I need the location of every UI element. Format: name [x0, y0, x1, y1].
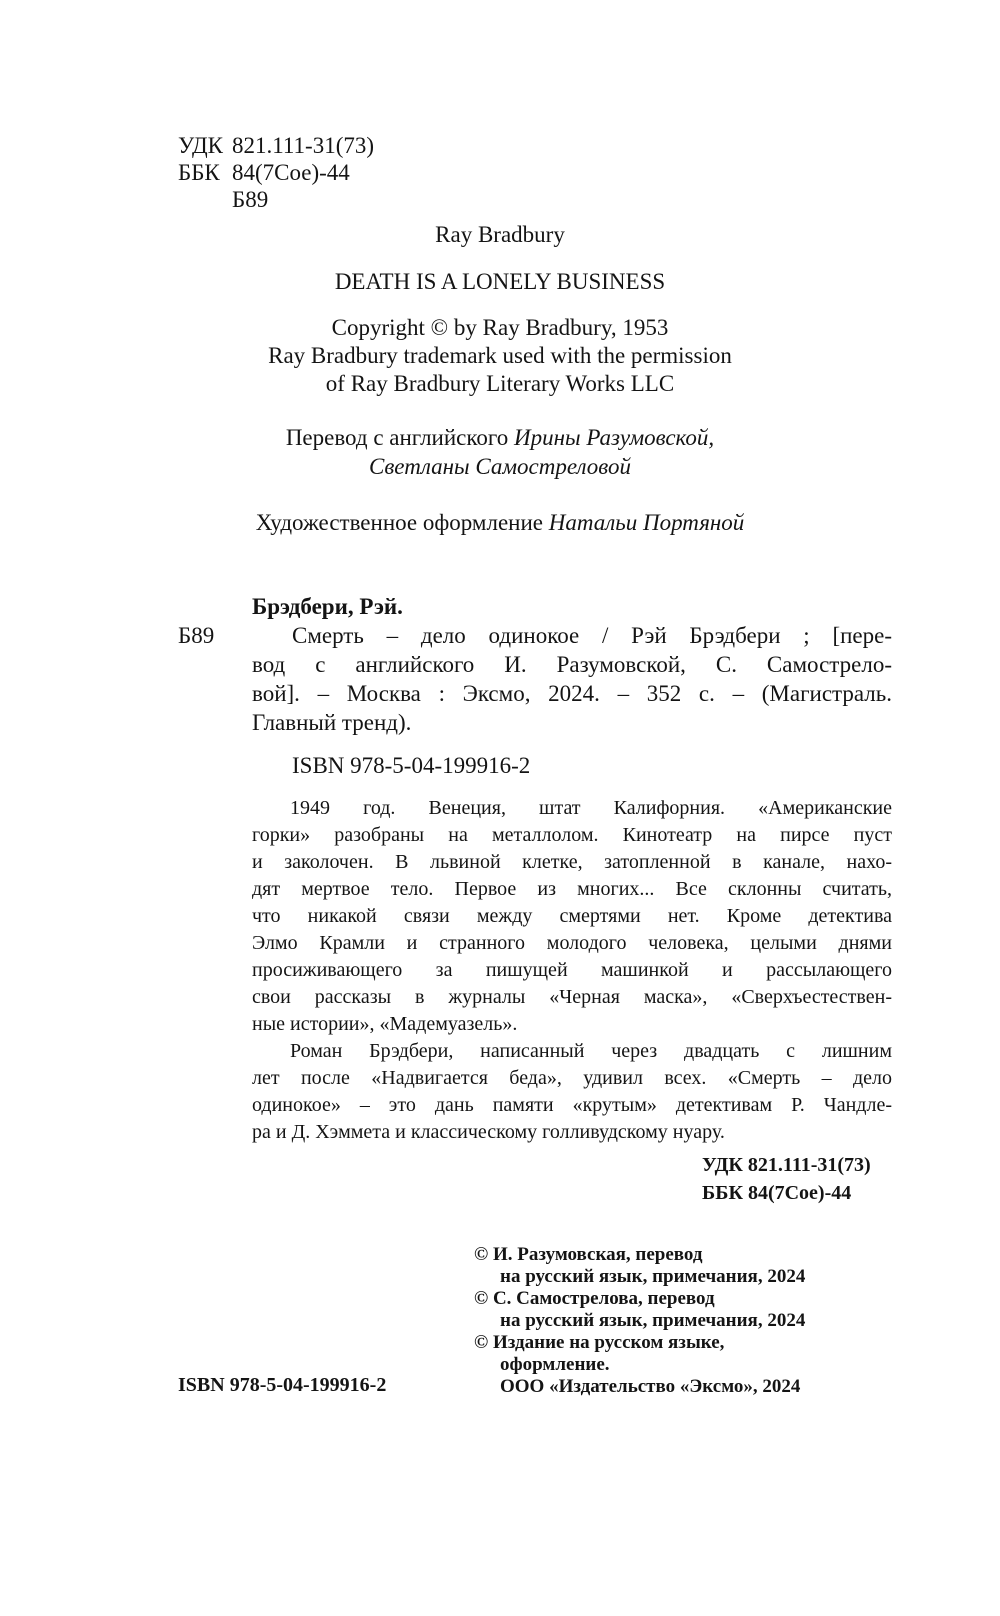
original-copyright-1: Copyright © by Ray Bradbury, 1953	[331, 315, 669, 340]
bbk-label: ББК	[178, 160, 220, 185]
catalog-line-2: вод с английского И. Разумовской, С. Самострело-	[252, 652, 892, 677]
original-copyright-2: Ray Bradbury trademark used with the permission	[268, 343, 732, 368]
annotation-line-7: просиживающего за пишущей машинкой и рассылающего	[252, 959, 892, 981]
catalog-line-3: вой]. – Москва : Эксмо, 2024. – 352 с. – (Магистраль.	[252, 681, 892, 706]
annotation-line-6: Элмо Крамли и странного молодого человека, целыми днями	[252, 932, 892, 954]
bbk-value: 84(7Сое)-44	[232, 160, 350, 185]
annotation-line-9: ные истории», «Мадемуазель».	[252, 1013, 518, 1035]
design-prefix: Художественное оформление	[255, 510, 549, 535]
copyright-line-5: © Издание на русском языке,	[474, 1332, 725, 1353]
author-mark: Б89	[232, 187, 269, 212]
copyright-line-1: © И. Разумовская, перевод	[474, 1244, 703, 1265]
catalog-line-4: Главный тренд).	[252, 710, 412, 735]
copyright-line-7: ООО «Издательство «Эксмо», 2024	[500, 1376, 801, 1397]
copyright-line-4: на русский язык, примечания, 2024	[500, 1310, 806, 1331]
annotation-line-3: и заколочен. В львиной клетке, затопленной в канале, нахо-	[252, 851, 892, 873]
annotation-line-10: Роман Брэдбери, написанный через двадцать с лишним	[290, 1040, 892, 1062]
bottom-bbk: ББК 84(7Сое)-44	[702, 1182, 852, 1204]
annotation-line-13: ра и Д. Хэммета и классическому голливудскому нуару.	[252, 1121, 725, 1143]
udk-label: УДК	[178, 133, 223, 158]
original-author: Ray Bradbury	[435, 222, 565, 247]
design-credit	[0, 508, 1000, 537]
udk-value: 821.111-31(73)	[232, 133, 375, 158]
copyright-line-3: © С. Самострелова, перевод	[474, 1288, 715, 1309]
annotation-line-4: дят мертвое тело. Первое из многих... Все склонны считать,	[252, 878, 892, 900]
catalog-heading: Брэдбери, Рэй.	[252, 594, 403, 619]
catalog-mark: Б89	[178, 623, 215, 648]
annotation-line-2: горки» разобраны на металлолом. Кинотеатр на пирсе пуст	[252, 824, 892, 846]
catalog-isbn: ISBN 978-5-04-199916-2	[292, 753, 531, 778]
original-title: DEATH IS A LONELY BUSINESS	[334, 269, 666, 294]
annotation-line-11: лет после «Надвигается беда», удивил всех. «Смерть – дело	[252, 1067, 892, 1089]
isbn-bold: ISBN 978-5-04-199916-2	[178, 1374, 387, 1396]
copyright-line-2: на русский язык, примечания, 2024	[500, 1266, 806, 1287]
translation-prefix: Перевод с английского	[285, 425, 514, 450]
copyright-line-6: оформление.	[500, 1354, 610, 1375]
bbk-code	[178, 158, 350, 187]
annotation-line-5: что никакой связи между смертями нет. Кроме детектива	[252, 905, 892, 927]
catalog-line-1: Смерть – дело одинокое / Рэй Брэдбери ; [пере-	[292, 623, 892, 648]
designer-name: Натальи Портяной	[548, 510, 745, 535]
annotation-line-1: 1949 год. Венеция, штат Калифорния. «Американские	[290, 797, 892, 819]
translators-line-2	[0, 452, 1000, 481]
translators-line-2-text: Светланы Самостреловой	[368, 454, 631, 479]
udk-code	[178, 131, 375, 160]
original-copyright-3: of Ray Bradbury Literary Works LLC	[325, 371, 675, 396]
annotation-line-8: свои рассказы в журналы «Черная маска», «Сверхъестествен-	[252, 986, 892, 1008]
translators-line-1: Ирины Разумовской,	[514, 425, 715, 450]
bottom-udk: УДК 821.111-31(73)	[702, 1154, 871, 1176]
annotation-line-12: одинокое» – это дань памяти «крутым» детективам Р. Чандле-	[252, 1094, 892, 1116]
translation-credit	[0, 423, 1000, 452]
